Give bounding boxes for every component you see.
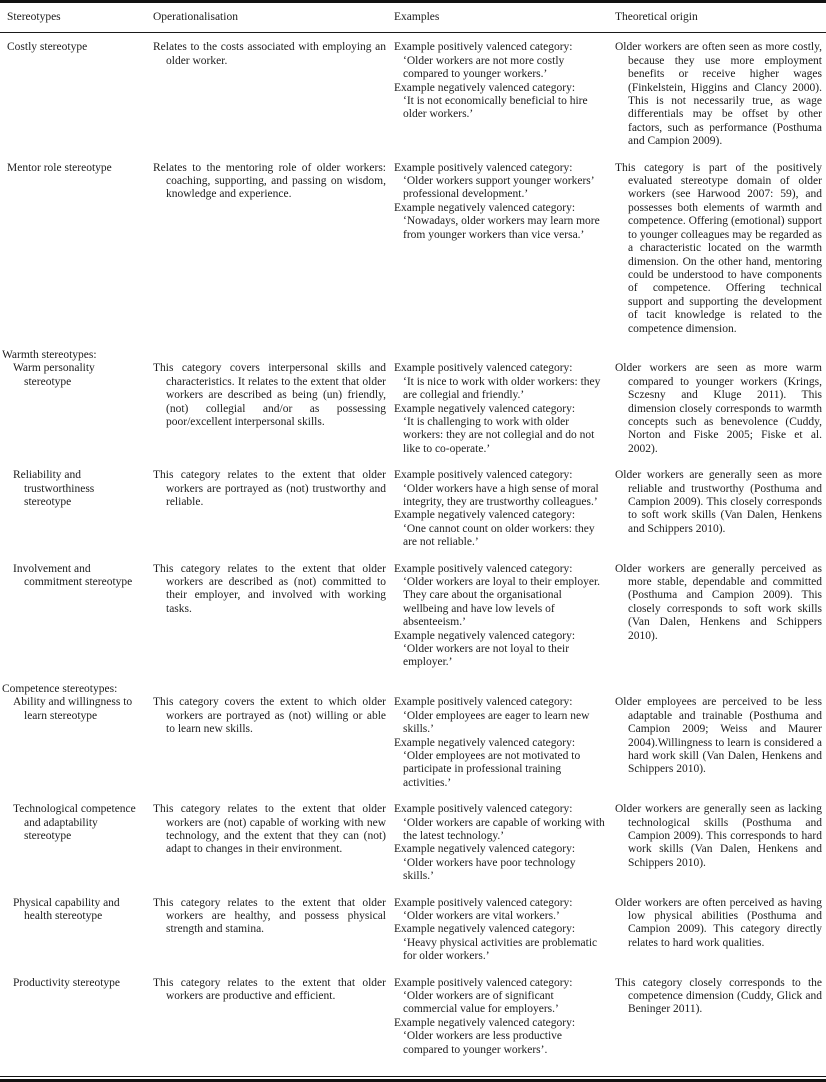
- column-header-examples: Examples: [394, 11, 440, 23]
- operationalisation-cell: This category covers interpersonal skills and characteristics. It relates to the extent that older workers are described as being (un) friendly, (not) collegial and/or as possessing poor/excellent interpersonal skills.: [153, 362, 386, 428]
- stereotype-name: Mentor role stereotype: [7, 161, 112, 174]
- examples-cell: [394, 469, 614, 562]
- example-positive-label: Example positively valenced category:: [394, 41, 573, 54]
- theoretical-origin-cell: This category is part of the positively evaluated stereotype domain of older workers (see Harwood 2007: 59), and possesses both elements of warmth and competence. Offering (emotional) support to younger colleagues may be regarded as a characteristic located on the warmth dimension. On the other hand, mentoring could be understood to have components of competence. Offering technical support and supporting the development of tacit knowledge is related to the competence dimension.: [615, 161, 822, 335]
- operationalisation-cell: This category relates to the extent that older workers are healthy, and possess physical strength and stamina.: [153, 896, 386, 936]
- examples-cell: [394, 897, 614, 977]
- table-header-row: [0, 3, 826, 33]
- examples-cell: [394, 803, 614, 896]
- empty-cell: [614, 683, 826, 696]
- example-positive-label: Example positively valenced category:: [394, 562, 573, 575]
- example-negative-quote: ‘Nowadays, older workers may learn more from younger workers than vice versa.’: [403, 215, 600, 241]
- theoretical-origin-cell: Older workers are often perceived as having low physical abilities (Posthuma and Campion 2009). This category directly relates to hard work qualities.: [615, 896, 822, 949]
- examples-cell: [394, 162, 614, 349]
- empty-cell: [150, 683, 394, 696]
- theoretical-origin-cell: Older workers are generally seen as more reliable and trustworthy (Posthuma and Campion 2009). This closely corresponds to soft work skills (Van Dalen, Henkens and Schippers 2010).: [615, 469, 822, 535]
- example-positive-quote: ‘Older workers are loyal to their employer. They care about the organisational wellbeing and have low levels of absenteeism.’: [403, 576, 601, 629]
- examples-cell: [394, 563, 614, 683]
- example-positive-label: Example positively valenced category:: [394, 161, 573, 174]
- stereotype-name: Ability and willingness to learn stereotype: [13, 696, 133, 722]
- empty-cell: [394, 349, 614, 362]
- example-negative-quote: ‘It is challenging to work with older workers: they are not collegial and do not like to co-operate.’: [403, 415, 595, 455]
- example-negative-label: Example negatively valenced category:: [394, 843, 576, 856]
- stereotype-name: Costly stereotype: [7, 41, 88, 54]
- theoretical-origin-cell: Older employees are perceived to be less adaptable and trainable (Posthuma and Campion 2009; Weiss and Maurer 2004).Willingness to learn is considered a hard work skill (Van Dalen, Henkens and Schippers 2010).: [615, 696, 822, 776]
- example-negative-label: Example negatively valenced category:: [394, 736, 576, 749]
- empty-cell: [394, 683, 614, 696]
- example-positive-label: Example positively valenced category:: [394, 469, 573, 482]
- example-positive-quote: ‘Older workers are vital workers.’: [403, 909, 560, 922]
- table-bottom-rule: [0, 1076, 826, 1082]
- stereotype-name: Reliability and trustworthiness stereotype: [13, 469, 95, 508]
- examples-cell: [394, 977, 614, 1070]
- section-row-competence: [0, 683, 826, 696]
- operationalisation-cell: This category relates to the extent that older workers are described as (not) committed to their employer, and involved with working tasks.: [153, 562, 386, 615]
- example-positive-quote: ‘Older employees are eager to learn new skills.’: [403, 709, 590, 736]
- example-negative-label: Example negatively valenced category:: [394, 201, 576, 214]
- column-header-stereotypes: Stereotypes: [7, 11, 61, 23]
- example-negative-label: Example negatively valenced category:: [394, 81, 576, 94]
- example-positive-label: Example positively valenced category:: [394, 696, 573, 709]
- example-positive-quote: ‘It is nice to work with older workers: they are collegial and friendly.’: [403, 375, 601, 402]
- example-positive-label: Example positively valenced category:: [394, 362, 573, 375]
- column-header-theoretical-origin: Theoretical origin: [615, 11, 698, 23]
- examples-cell: [394, 696, 614, 803]
- example-negative-quote: ‘Older workers are less productive compared to younger workers’.: [403, 1030, 563, 1056]
- theoretical-origin-cell: Older workers are often seen as more costly, because they use more employment benefits or receive higher wages (Finkelstein, Higgins and Clancy 2000). This is not necessarily true, as wage differentials may be offset by other factors, such as performance (Posthuma and Campion 2009).: [615, 41, 822, 148]
- example-negative-label: Example negatively valenced category:: [394, 509, 576, 522]
- operationalisation-cell: Relates to the costs associated with employing an older worker.: [153, 41, 386, 67]
- examples-cell: [394, 362, 614, 469]
- empty-cell: [150, 349, 394, 362]
- column-header-operationalisation: Operationalisation: [153, 11, 238, 23]
- example-positive-quote: ‘Older workers are not more costly compared to younger workers.’: [403, 54, 565, 81]
- example-positive-quote: ‘Older workers are of significant commercial value for employers.’: [403, 990, 559, 1016]
- example-positive-label: Example positively valenced category:: [394, 976, 573, 989]
- example-positive-quote: ‘Older workers support younger workers’ professional development.’: [403, 175, 594, 201]
- table-row-technological: [0, 803, 826, 896]
- theoretical-origin-cell: Older workers are seen as more warm compared to younger workers (Krings, Sczesny and Kluge 2011). This dimension closely corresponds to warmth concepts such as benevolence (Cuddy, Norton and Fiske 2005; Fiske et al. 2002).: [615, 362, 822, 455]
- stereotype-name: Technological competence and adaptability stereotype: [13, 803, 136, 842]
- table-row-ability-to-learn: [0, 696, 826, 803]
- stereotype-name: Physical capability and health stereotype: [13, 896, 120, 922]
- table-row-involvement: [0, 563, 826, 683]
- example-negative-quote: ‘Older workers have poor technology skills.’: [403, 856, 576, 883]
- operationalisation-cell: This category relates to the extent that older workers are (not) capable of working with new technology, and the extent that they can (not) adapt to changes in their environment.: [153, 803, 386, 856]
- table-body: [0, 33, 826, 1070]
- example-negative-label: Example negatively valenced category:: [394, 923, 576, 936]
- section-label: Competence stereotypes:: [2, 682, 118, 695]
- example-negative-quote: ‘Older workers are not loyal to their employer.’: [403, 643, 570, 669]
- operationalisation-cell: This category covers the extent to which older workers are portrayed as (not) willing or able to learn new skills.: [153, 696, 386, 736]
- example-negative-quote: ‘Heavy physical activities are problematic for older workers.’: [403, 936, 598, 963]
- empty-cell: [614, 349, 826, 362]
- section-label: Warmth stereotypes:: [2, 348, 97, 361]
- operationalisation-cell: Relates to the mentoring role of older workers: coaching, supporting, and passing on wisdom, knowledge and experience.: [153, 161, 386, 201]
- table-row-physical-capability: [0, 897, 826, 977]
- example-positive-label: Example positively valenced category:: [394, 896, 573, 909]
- stereotype-name: Productivity stereotype: [13, 976, 120, 989]
- table-row-reliability: [0, 469, 826, 562]
- example-positive-label: Example positively valenced category:: [394, 803, 573, 816]
- table-row-costly: [0, 41, 826, 161]
- stereotype-name: Involvement and commitment stereotype: [13, 562, 133, 589]
- theoretical-origin-cell: This category closely corresponds to the competence dimension (Cuddy, Glick and Beninger 2011).: [615, 976, 822, 1016]
- example-negative-label: Example negatively valenced category:: [394, 629, 576, 642]
- table-row-warm-personality: [0, 362, 826, 469]
- example-positive-quote: ‘Older workers are capable of working with the latest technology.’: [403, 816, 605, 842]
- example-negative-label: Example negatively valenced category:: [394, 1016, 576, 1029]
- stereotype-name: Warm personality stereotype: [13, 362, 95, 388]
- example-positive-quote: ‘Older workers have a high sense of moral integrity, they are trustworthy colleagues.’: [403, 482, 599, 508]
- theoretical-origin-cell: Older workers are generally seen as lacking technological skills (Posthuma and Campion 2009). This corresponds to hard work skills (Van Dalen, Henkens and Schippers 2010).: [615, 803, 822, 869]
- example-negative-quote: ‘One cannot count on older workers: they are not reliable.’: [403, 522, 595, 549]
- examples-cell: [394, 41, 614, 161]
- example-negative-quote: ‘It is not economically beneficial to hire older workers.’: [403, 95, 588, 121]
- theoretical-origin-cell: Older workers are generally perceived as more stable, dependable and committed (Posthuma and Campion 2009). This closely corresponds to soft work skills (Van Dalen, Henkens and Schippers 2010).: [615, 562, 822, 642]
- example-negative-label: Example negatively valenced category:: [394, 402, 576, 415]
- table-row-productivity: [0, 977, 826, 1070]
- section-row-warmth: [0, 349, 826, 362]
- table-row-mentor-role: [0, 162, 826, 349]
- example-negative-quote: ‘Older employees are not motivated to participate in professional training activities.’: [403, 749, 581, 789]
- operationalisation-cell: This category relates to the extent that older workers are portrayed as (not) trustworthy and reliable.: [153, 469, 386, 508]
- operationalisation-cell: This category relates to the extent that older workers are productive and efficient.: [153, 976, 386, 1002]
